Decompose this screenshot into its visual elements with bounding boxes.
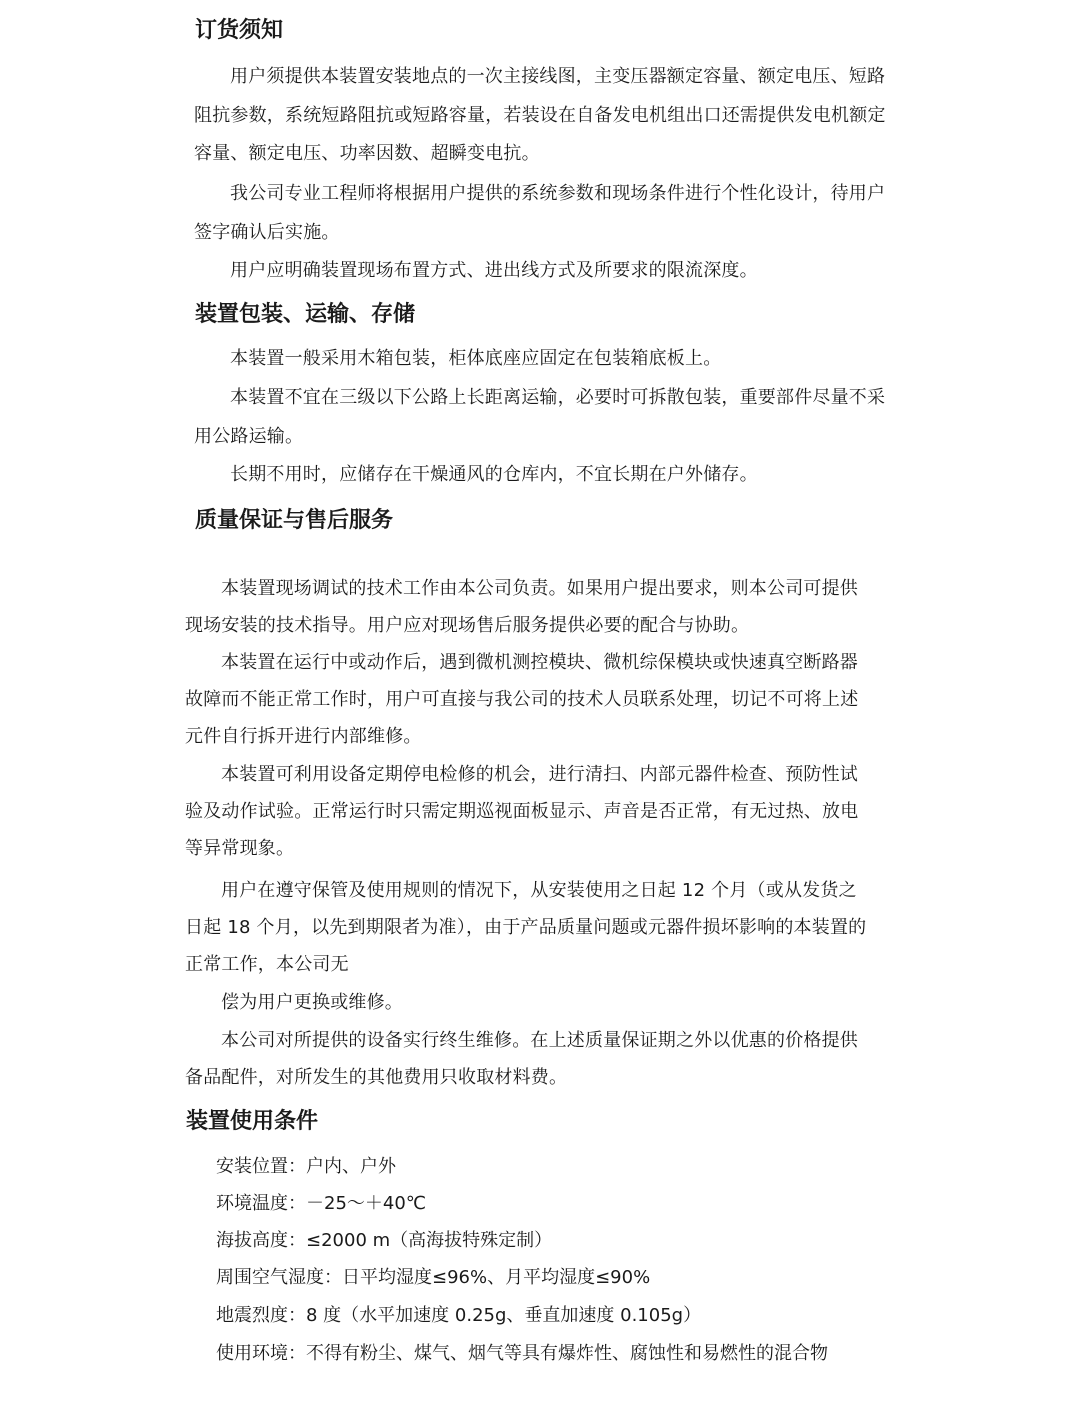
paragraph-warranty-6: 本公司对所提供的设备实行终生维修。在上述质量保证期之外以优惠的价格提供备品配件，对所发生的其他费用只收取材料费。 <box>185 1030 858 1089</box>
condition-item-humidity: 周围空气湿度：日平均湿度≤96%、月平均湿度≤90% <box>216 1267 651 1288</box>
condition-item-seismic: 地震烈度：8 度（水平加速度 0.25g、垂直加速度 0.105g） <box>216 1305 702 1326</box>
condition-item-altitude: 海拔高度：≤2000 m（高海拔特殊定制） <box>216 1230 553 1251</box>
condition-item-temperature: 环境温度：－25～＋40℃ <box>216 1193 427 1214</box>
section-title-packaging: 装置包装、运输、存储 <box>195 302 416 327</box>
section-title-conditions: 装置使用条件 <box>186 1109 319 1134</box>
paragraph-ordering-2: 我公司专业工程师将根据用户提供的系统参数和现场条件进行个性化设计，待用户签字确认后实施。 <box>194 183 886 243</box>
condition-item-location: 安装位置：户内、户外 <box>216 1156 396 1177</box>
paragraph-warranty-4: 用户在遵守保管及使用规则的情况下，从安装使用之日起 12 个月（或从发货之日起 18 个月，以先到期限者为准），由于产品质量问题或元器件损坏影响的本装置的正常工作，本公司无 <box>185 880 867 976</box>
paragraph-warranty-1: 本装置现场调试的技术工作由本公司负责。如果用户提出要求，则本公司可提供现场安装的技术指导。用户应对现场售后服务提供必要的配合与协助。 <box>185 578 858 637</box>
paragraph-warranty-5: 偿为用户更换或维修。 <box>221 992 403 1013</box>
section-title-ordering: 订货须知 <box>195 18 284 43</box>
paragraph-warranty-2: 本装置在运行中或动作后，遇到微机测控模块、微机综保模块或快速真空断路器故障而不能正常工作时，用户可直接与我公司的技术人员联系处理，切记不可将上述元件自行拆开进行内部维修。 <box>185 652 859 748</box>
paragraph-packaging-1: 本装置一般采用木箱包装，柜体底座应固定在包装箱底板上。 <box>230 348 722 369</box>
paragraph-packaging-2: 本装置不宜在三级以下公路上长距离运输，必要时可拆散包装，重要部件尽量不采用公路运输。 <box>194 387 886 447</box>
condition-item-environment: 使用环境：不得有粉尘、煤气、烟气等具有爆炸性、腐蚀性和易燃性的混合物 <box>216 1343 828 1364</box>
paragraph-ordering-3: 用户应明确装置现场布置方式、进出线方式及所要求的限流深度。 <box>230 260 758 281</box>
paragraph-ordering-1: 用户须提供本装置安装地点的一次主接线图，主变压器额定容量、额定电压、短路阻抗参数，系统短路阻抗或短路容量，若装设在自备发电机组出口还需提供发电机额定容量、额定电压、功率因数、超瞬变电抗。 <box>194 66 886 164</box>
paragraph-packaging-3: 长期不用时，应储存在干燥通风的仓库内，不宜长期在户外储存。 <box>230 464 758 485</box>
paragraph-warranty-3: 本装置可利用设备定期停电检修的机会，进行清扫、内部元器件检查、预防性试验及动作试验。正常运行时只需定期巡视面板显示、声音是否正常，有无过热、放电等异常现象。 <box>185 764 859 860</box>
section-title-warranty: 质量保证与售后服务 <box>195 508 394 533</box>
